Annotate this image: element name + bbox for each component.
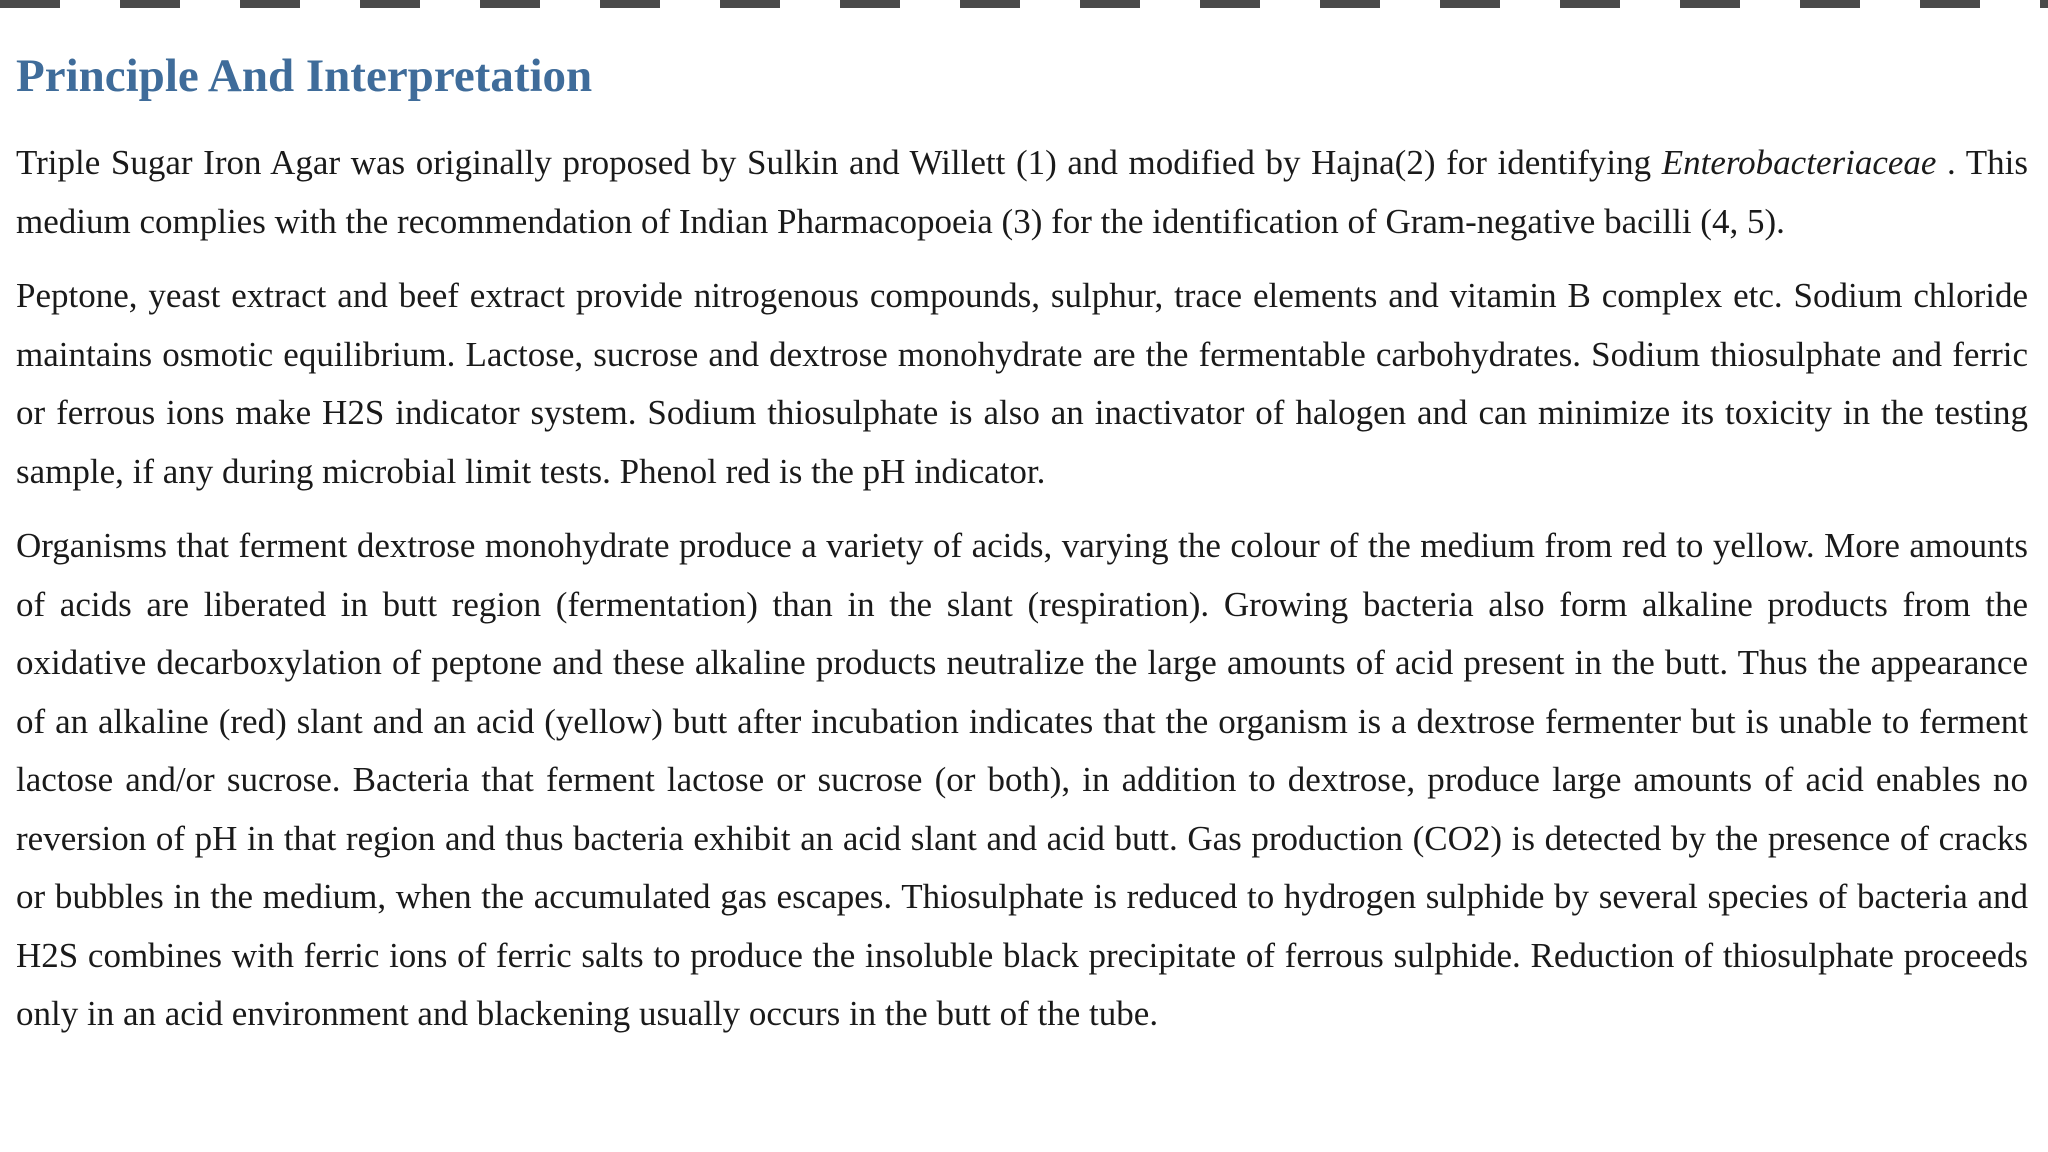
paragraph-1: [16, 134, 2028, 251]
document-page: [16, 44, 2028, 1060]
paragraph-1-text-b: . This medium complies with the recommendation of Indian Pharmacopoeia (3) for the identification of Gram-negative bacilli (4, 5).: [16, 143, 2028, 241]
paragraph-1-text-a: Triple Sugar Iron Agar was originally proposed by Sulkin and Willett (1) and modified by Hajna(2) for identifying: [16, 143, 1662, 182]
paragraph-2: Peptone, yeast extract and beef extract provide nitrogenous compounds, sulphur, trace elements and vitamin B complex etc. Sodium chloride maintains osmotic equilibrium. Lactose, sucrose and dextrose monohydrate are the fermentable carbohydrates. Sodium thiosulphate and ferric or ferrous ions make H2S indicator system. Sodium thiosulphate is also an inactivator of halogen and can minimize its toxicity in the testing sample, if any during microbial limit tests. Phenol red is the pH indicator.: [16, 276, 2028, 491]
section-heading: Principle And Interpretation: [16, 50, 593, 102]
cropped-previous-text-line: [0, 0, 2048, 8]
paragraph-1-organism-name: Enterobacteriaceae: [1661, 143, 1937, 182]
paragraph-3: Organisms that ferment dextrose monohydrate produce a variety of acids, varying the colour of the medium from red to yellow. More amounts of acids are liberated in butt region (fermentation) than in the slant (respiration). Growing bacteria also form alkaline products from the oxidative decarboxylation of peptone and these alkaline products neutralize the large amounts of acid present in the butt. Thus the appearance of an alkaline (red) slant and an acid (yellow) butt after incubation indicates that the organism is a dextrose fermenter but is unable to ferment lactose and/or sucrose. Bacteria that ferment lactose or sucrose (or both), in addition to dextrose, produce large amounts of acid enables no reversion of pH in that region and thus bacteria exhibit an acid slant and acid butt. Gas production (CO2) is detected by the presence of cracks or bubbles in the medium, when the accumulated gas escapes. Thiosulphate is reduced to hydrogen sulphide by several species of bacteria and H2S combines with ferric ions of ferric salts to produce the insoluble black precipitate of ferrous sulphide. Reduction of thiosulphate proceeds only in an acid environment and blackening usually occurs in the butt of the tube.: [16, 526, 2028, 1033]
